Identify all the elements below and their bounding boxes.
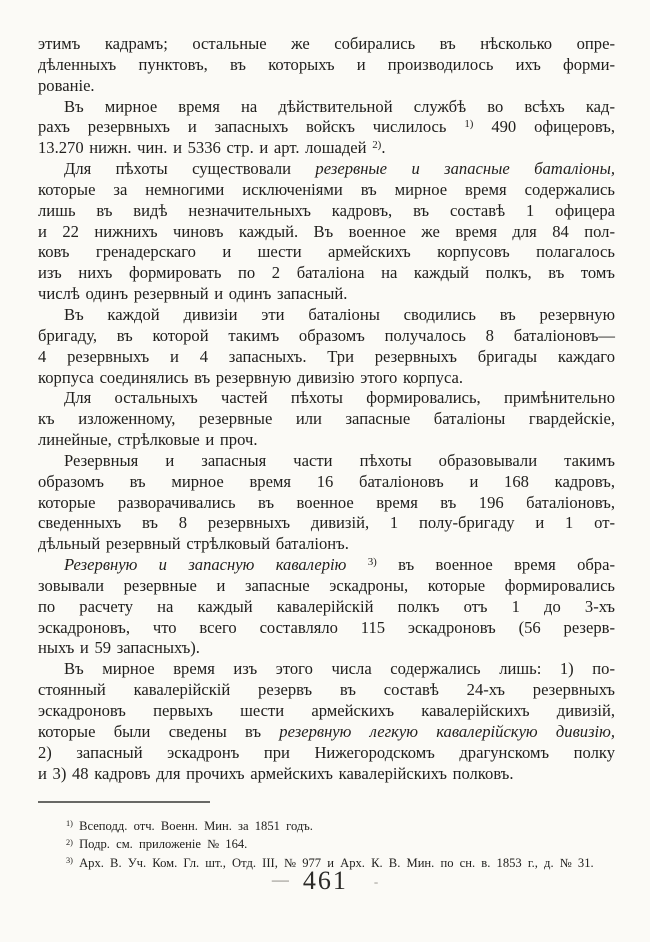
text-line xyxy=(38,513,615,534)
text-run: бригаду, въ которой такимъ образомъ получалось 8 баталіоновъ— xyxy=(38,325,615,345)
text-run: лишь въ видѣ незначительныхъ кадровъ, въ составѣ 1 офицера xyxy=(38,200,615,220)
text-run: зовывали резервные и запасные эскадроны, которые формировались xyxy=(38,575,615,595)
text-line xyxy=(38,701,615,722)
text-run: эскадроновъ, что всего составляло 115 эскадроновъ (56 резерв- xyxy=(38,617,615,637)
text-run: по расчету на каждый кавалерійскій полкъ отъ 1 до 3-хъ xyxy=(38,596,615,616)
text-line xyxy=(38,409,615,430)
text-line xyxy=(38,368,615,389)
text-line xyxy=(38,326,615,347)
text-line xyxy=(38,722,615,743)
text-line xyxy=(38,638,615,659)
text-run: . xyxy=(381,138,386,158)
text-line xyxy=(38,242,615,263)
text-line xyxy=(38,430,615,451)
italic-text-run: резервные и запасные баталіоны, xyxy=(315,159,616,179)
text-run: Для пѣхоты существовали xyxy=(64,159,316,179)
text-line xyxy=(38,305,615,326)
text-line xyxy=(38,347,615,368)
text-line xyxy=(38,555,615,576)
text-run: ковъ гренадерскаго и шести армейскихъ корпусовъ полагалось xyxy=(38,242,615,262)
footnote-separator xyxy=(38,801,210,803)
footnote-text: Всеподд. отч. Военн. Мин. за 1851 годъ. xyxy=(72,819,313,833)
text-run: рованіе. xyxy=(38,75,95,95)
text-run: въ военное время обра- xyxy=(376,555,615,575)
footnote-marker: 3) xyxy=(66,856,73,866)
footnote xyxy=(66,835,618,853)
text-line xyxy=(38,680,615,701)
text-run: Для остальныхъ частей пѣхоты формировались, примѣнительно xyxy=(64,388,615,408)
footnote xyxy=(66,817,618,835)
text-run: числѣ одинъ резервный и одинъ запасный. xyxy=(38,284,348,304)
text-run: рахъ резервныхъ и запасныхъ войскъ числилось xyxy=(38,117,465,137)
footnote-text: Подр. см. приложеніе № 164. xyxy=(72,837,248,852)
italic-text-run: Резервную и запасную кавалерію xyxy=(64,555,368,575)
text-line xyxy=(38,451,615,472)
text-line xyxy=(38,201,615,222)
text-run: 2) запасный эскадронъ при Нижегородскомъ драгунскомъ полку xyxy=(38,742,615,762)
text-run: Въ мирное время изъ этого числа содержались лишь: 1) по- xyxy=(64,659,615,679)
footnotes-block xyxy=(66,817,618,872)
text-line xyxy=(38,263,615,284)
footnote-marker: 2) xyxy=(372,139,382,152)
footnote-marker: 3) xyxy=(367,556,377,569)
text-run: которые были сведены въ xyxy=(38,721,280,741)
text-line xyxy=(38,76,615,97)
text-line xyxy=(38,388,615,409)
text-line xyxy=(38,764,615,785)
footnote-marker: 2) xyxy=(66,837,73,847)
footnote-marker: 1) xyxy=(464,118,474,131)
text-run: дѣльный резервный стрѣлковый баталіонъ. xyxy=(38,534,349,554)
text-line xyxy=(38,597,615,618)
page-number-left-dash: — xyxy=(271,870,287,889)
footnote-marker: 1) xyxy=(66,819,73,829)
text-line xyxy=(38,222,615,243)
text-line xyxy=(38,55,615,76)
text-line xyxy=(38,138,615,159)
page-number-row xyxy=(0,866,650,896)
text-run: 13.270 нижн. чин. и 5336 стр. и арт. лошадей xyxy=(38,138,373,158)
text-line xyxy=(38,97,615,118)
text-run: которые разворачивались въ военное время въ 196 баталіоновъ, xyxy=(38,492,615,512)
text-line xyxy=(38,472,615,493)
text-run: образомъ въ мирное время 16 баталіоновъ и 168 кадровъ, xyxy=(38,471,615,491)
text-run: эскадроновъ первыхъ шести армейскихъ кавалерійскихъ дивизій, xyxy=(38,701,615,720)
text-run: и 22 нижнихъ чиновъ каждый. Въ военное же время для 84 пол- xyxy=(38,221,615,241)
text-run: и 3) 48 кадровъ для прочихъ армейскихъ кавалерійскихъ полковъ. xyxy=(38,763,514,783)
italic-text-run: резервную легкую кавалерійскую дивизію, xyxy=(279,721,616,741)
text-run: 4 резервныхъ и 4 запасныхъ. Три резервныхъ бригады каждаго xyxy=(38,346,615,366)
text-line xyxy=(38,159,615,180)
text-run: сведенныхъ въ 8 резервныхъ дивизій, 1 полу-бригаду и 1 от- xyxy=(38,513,615,533)
text-line xyxy=(38,659,615,680)
text-run: ныхъ и 59 запасныхъ). xyxy=(38,638,200,658)
footnote-text: Арх. В. Уч. Ком. Гл. шт., Отд. III, № 977 и Арх. К. В. Мин. по сн. в. 1853 г., д. № 31. xyxy=(72,855,594,870)
main-text-block xyxy=(38,34,615,784)
text-run: Въ каждой дивизіи эти баталіоны сводились въ резервную xyxy=(64,304,615,324)
text-run: Въ мирное время на дѣйствительной службѣ во всѣхъ кад- xyxy=(64,96,615,116)
text-line xyxy=(38,493,615,514)
text-run: къ изложенному, резервные или запасные баталіоны гвардейскіе, xyxy=(38,409,615,429)
text-run: 490 офицеровъ, xyxy=(473,117,615,137)
text-run: изъ нихъ формировать по 2 баталіона на каждый полкъ, въ томъ xyxy=(38,263,615,283)
text-line xyxy=(38,117,615,138)
text-line xyxy=(38,284,615,305)
text-line xyxy=(38,180,615,201)
text-line xyxy=(38,743,615,764)
text-run: Резервныя и запасныя части пѣхоты образовывали такимъ xyxy=(64,450,615,470)
page-number-right-dash: - xyxy=(373,874,379,889)
text-run: стоянный кавалерійскій резервъ въ составѣ 24-хъ резервныхъ xyxy=(38,680,615,700)
text-run: дѣленныхъ пунктовъ, въ которыхъ и производилось ихъ форми- xyxy=(38,54,615,74)
text-run: которые за немногими исключеніями въ мирное время содержались xyxy=(38,179,615,199)
text-run: корпуса соединялись въ резервную дивизію этого корпуса. xyxy=(38,367,464,387)
text-run: этимъ кадрамъ; остальные же собирались въ нѣсколько опре- xyxy=(38,34,615,53)
text-line xyxy=(38,34,615,55)
text-run: линейные, стрѣлковые и проч. xyxy=(38,430,258,450)
text-line xyxy=(38,576,615,597)
text-line xyxy=(38,534,615,555)
text-line xyxy=(38,618,615,639)
page-number: 461 xyxy=(302,866,348,895)
